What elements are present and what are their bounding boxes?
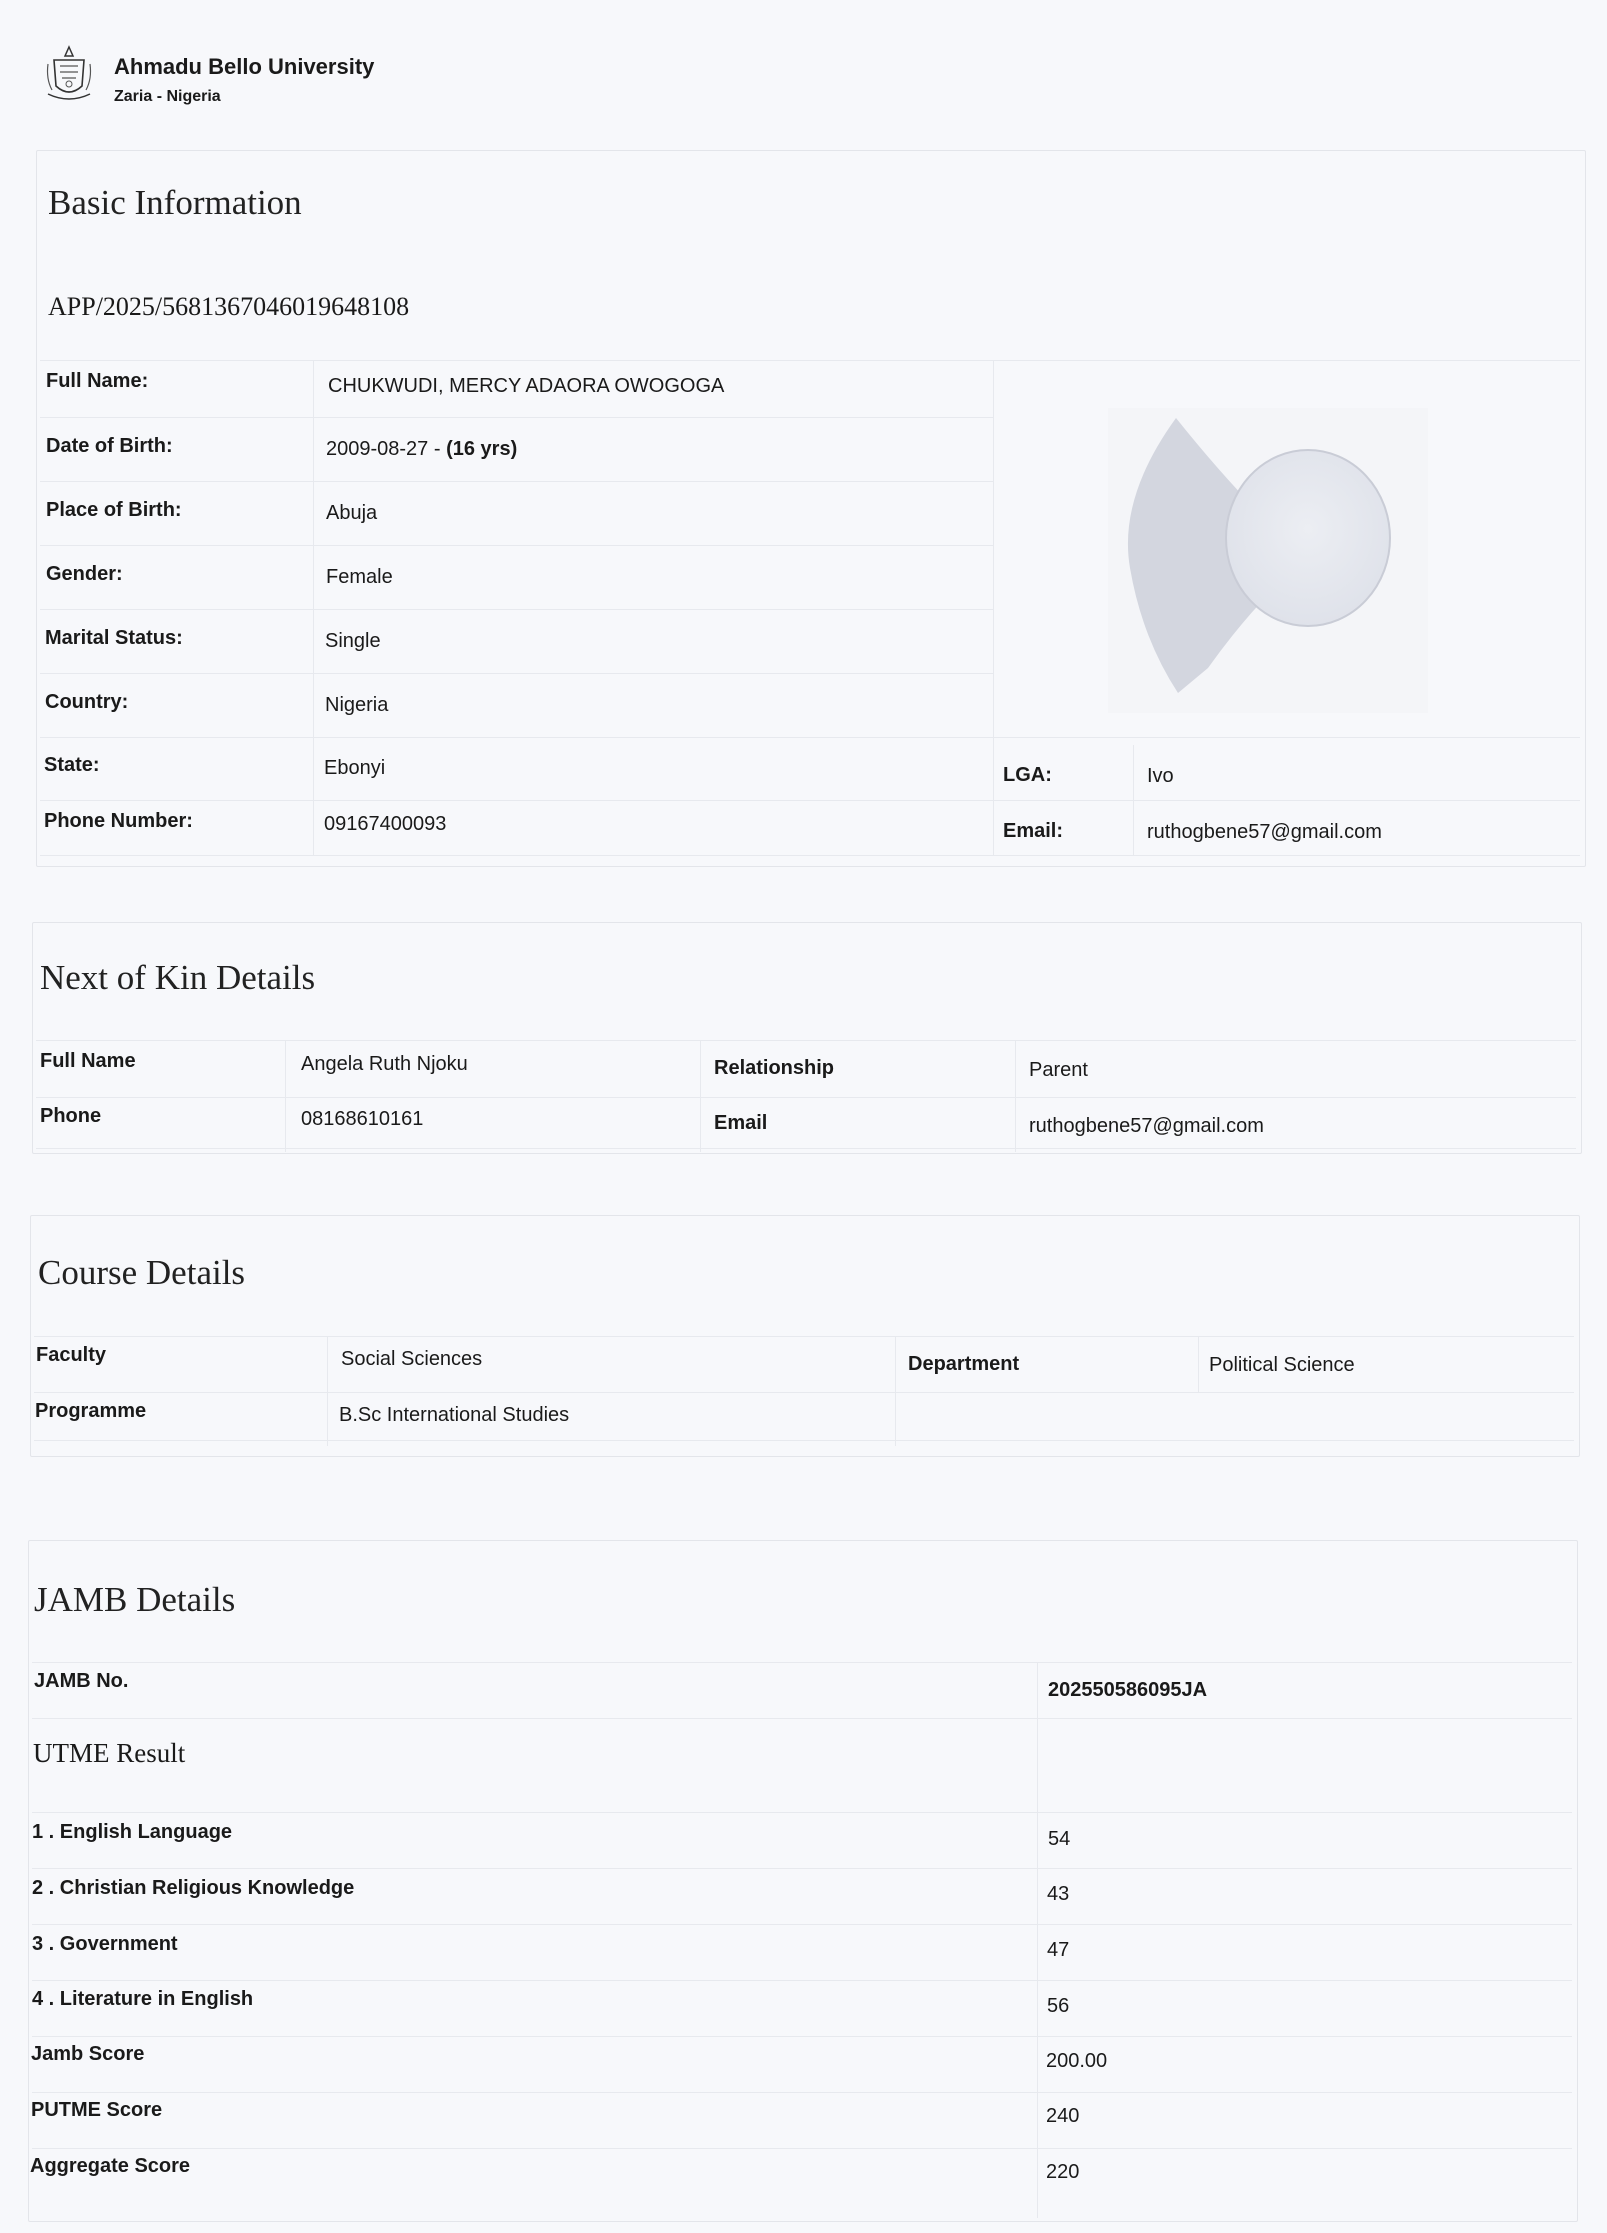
faculty-value: Social Sciences (341, 1348, 483, 1370)
putme-score-label: PUTME Score (31, 2099, 163, 2121)
programme-label: Programme (35, 1400, 147, 1422)
kin-relationship-value: Parent (1029, 1059, 1088, 1081)
lga-label: LGA: (1003, 764, 1052, 786)
gender-value: Female (326, 566, 393, 588)
university-name: Ahmadu Bello University (114, 54, 375, 79)
subject-4-label: 4 . Literature in English (32, 1988, 254, 2010)
jamb-score-value: 200.00 (1046, 2050, 1108, 2072)
department-value: Political Science (1209, 1354, 1355, 1376)
basic-information-title: Basic Information (48, 183, 302, 222)
aggregate-score-value: 220 (1046, 2161, 1080, 2183)
age-text: (16 yrs) (446, 438, 518, 460)
university-location: Zaria - Nigeria (114, 88, 221, 105)
phone-number-label: Phone Number: (44, 810, 193, 832)
subject-4-score: 56 (1047, 1995, 1070, 2017)
subject-3-score: 47 (1047, 1939, 1070, 1961)
subject-1-score: 54 (1048, 1828, 1071, 1850)
jamb-no-label: JAMB No. (34, 1670, 129, 1692)
date-of-birth-text: 2009-08-27 - (326, 438, 447, 460)
kin-phone-label: Phone (40, 1105, 102, 1127)
state-value: Ebonyi (324, 757, 386, 779)
email-value: ruthogbene57@gmail.com (1147, 821, 1382, 843)
course-details-title: Course Details (38, 1253, 246, 1292)
state-label: State: (44, 754, 100, 776)
date-of-birth-label: Date of Birth: (46, 435, 173, 457)
marital-status-value: Single (325, 630, 381, 652)
full-name-value: CHUKWUDI, MERCY ADAORA OWOGOGA (328, 375, 725, 397)
subject-3-label: 3 . Government (32, 1933, 178, 1955)
kin-phone-value: 08168610161 (301, 1108, 424, 1130)
header (44, 44, 374, 106)
faculty-label: Faculty (36, 1344, 107, 1366)
subject-2-score: 43 (1047, 1883, 1070, 1905)
department-label: Department (908, 1353, 1020, 1375)
place-of-birth-label: Place of Birth: (46, 499, 182, 521)
kin-full-name-value: Angela Ruth Njoku (301, 1053, 468, 1075)
email-label: Email: (1003, 820, 1064, 842)
next-of-kin-section (32, 922, 1582, 1154)
programme-value: B.Sc International Studies (339, 1404, 570, 1426)
lga-value: Ivo (1147, 765, 1174, 787)
next-of-kin-title: Next of Kin Details (40, 958, 316, 997)
jamb-score-label: Jamb Score (31, 2043, 145, 2065)
country-value: Nigeria (325, 694, 389, 716)
kin-relationship-label: Relationship (714, 1057, 835, 1079)
full-name-label: Full Name: (46, 370, 149, 392)
jamb-details-title: JAMB Details (34, 1580, 236, 1619)
phone-number-value: 09167400093 (324, 813, 447, 835)
utme-result-title: UTME Result (33, 1738, 186, 1768)
jamb-no-value: 202550586095JA (1048, 1679, 1208, 1701)
university-crest-icon (44, 44, 94, 104)
date-of-birth-value (326, 438, 517, 461)
applicant-photo (1108, 408, 1428, 713)
country-label: Country: (45, 691, 129, 713)
marital-status-label: Marital Status: (45, 627, 183, 649)
place-of-birth-value: Abuja (326, 502, 378, 524)
application-number: APP/2025/5681367046019648108 (48, 292, 410, 321)
subject-2-label: 2 . Christian Religious Knowledge (32, 1877, 355, 1899)
kin-email-label: Email (714, 1112, 768, 1134)
kin-full-name-label: Full Name (40, 1050, 136, 1072)
putme-score-value: 240 (1046, 2105, 1080, 2127)
aggregate-score-label: Aggregate Score (30, 2155, 191, 2177)
kin-email-value: ruthogbene57@gmail.com (1029, 1115, 1264, 1137)
gender-label: Gender: (46, 563, 123, 585)
subject-1-label: 1 . English Language (32, 1821, 233, 1843)
